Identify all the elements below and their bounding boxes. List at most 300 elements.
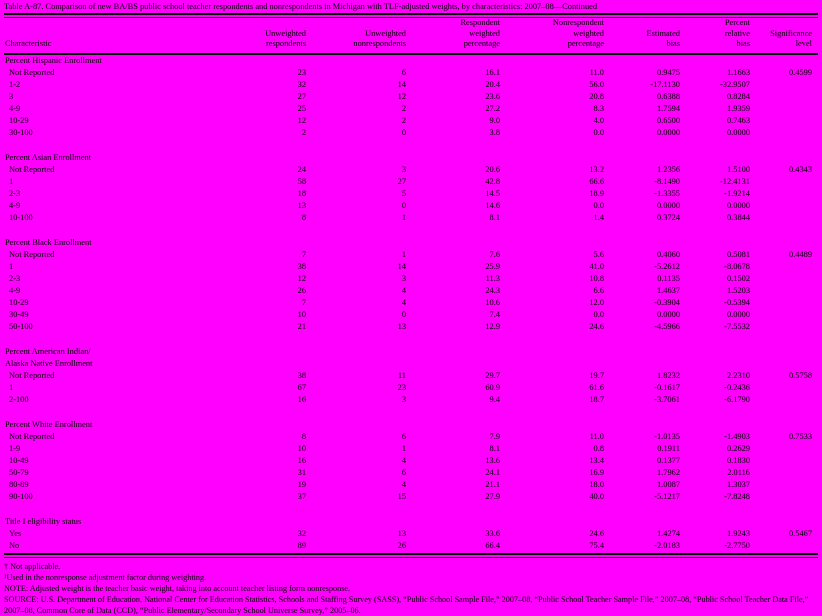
table-row xyxy=(4,491,818,503)
cell-respondent-weighted-percentage: 24.1 xyxy=(485,467,500,477)
col-header-line: Estimated xyxy=(646,28,680,38)
section-header-row xyxy=(4,516,818,528)
cell-respondent-weighted-percentage: 33.6 xyxy=(485,528,500,538)
cell-estimated-bias: 1.7962 xyxy=(656,467,680,477)
table-row xyxy=(4,212,818,224)
cell-nonrespondent-weighted-percentage: 6.6 xyxy=(593,285,604,295)
col-header-line: weighted xyxy=(573,28,604,38)
row-label: 30-49 xyxy=(9,309,29,319)
section-gap xyxy=(4,503,818,516)
cell-nonrespondent-weighted-percentage: 5.6 xyxy=(593,249,604,259)
cell-significance-level: 0.4343 xyxy=(788,164,812,174)
section-header-label: Percent American Indian/ xyxy=(5,346,91,356)
table-row xyxy=(4,540,818,552)
row-label: 1-2 xyxy=(9,79,21,89)
row-label: 10-100 xyxy=(9,212,33,222)
cell-unweighted-nonrespondents: 6 xyxy=(401,467,406,477)
cell-unweighted-respondents: 7 xyxy=(301,249,306,259)
cell-estimated-bias: 0.3724 xyxy=(656,212,680,222)
cell-respondent-weighted-percentage: 3.8 xyxy=(489,127,500,137)
cell-unweighted-respondents: 38 xyxy=(297,261,306,271)
cell-nonrespondent-weighted-percentage: 0.8 xyxy=(593,443,604,453)
cell-unweighted-nonrespondents: 0 xyxy=(401,309,406,319)
cell-estimated-bias: 0.6388 xyxy=(656,91,680,101)
cell-estimated-bias: 0.1377 xyxy=(656,455,680,465)
table-row xyxy=(4,285,818,297)
section-header-row xyxy=(4,237,818,249)
cell-unweighted-respondents: 25 xyxy=(297,103,306,113)
header-row-1 xyxy=(4,18,818,29)
cell-unweighted-nonrespondents: 1 xyxy=(401,212,406,222)
cell-nonrespondent-weighted-percentage: 1.4 xyxy=(593,212,604,222)
cell-percent-relative-bias: 0.0000 xyxy=(726,309,750,319)
cell-percent-relative-bias: -7.8248 xyxy=(724,491,750,501)
cell-unweighted-nonrespondents: 1 xyxy=(401,443,406,453)
col-header-line: Unweighted xyxy=(265,28,306,38)
col-header-line: percentage xyxy=(567,39,604,48)
table-row xyxy=(4,479,818,491)
cell-nonrespondent-weighted-percentage: 8.3 xyxy=(593,103,604,113)
cell-unweighted-nonrespondents: 15 xyxy=(397,491,406,501)
characteristic-column-header: Characteristic xyxy=(5,39,52,48)
cell-unweighted-nonrespondents: 13 xyxy=(397,321,406,331)
cell-unweighted-respondents: 67 xyxy=(297,382,306,392)
cell-nonrespondent-weighted-percentage: 4.0 xyxy=(593,115,604,125)
col-header-line: respondents xyxy=(265,39,306,48)
cell-respondent-weighted-percentage: 8.1 xyxy=(489,443,500,453)
cell-unweighted-respondents: 31 xyxy=(297,467,306,477)
cell-estimated-bias: 1.4637 xyxy=(656,285,680,295)
cell-respondent-weighted-percentage: 29.7 xyxy=(485,370,500,380)
cell-unweighted-nonrespondents: 11 xyxy=(397,370,406,380)
cell-unweighted-nonrespondents: 3 xyxy=(401,164,406,174)
cell-significance-level xyxy=(756,273,818,285)
cell-nonrespondent-weighted-percentage: 0.0 xyxy=(593,200,604,210)
col-header-line: Respondent xyxy=(460,18,500,27)
cell-unweighted-nonrespondents: 1 xyxy=(401,249,406,259)
cell-respondent-weighted-percentage: 20.6 xyxy=(485,164,500,174)
section-header-label: Percent Asian Enrollment xyxy=(5,152,92,162)
cell-percent-relative-bias: -12.4131 xyxy=(719,176,750,186)
col-header-line: Nonrespondent xyxy=(552,18,604,27)
col-header-line: nonrespondents xyxy=(353,39,406,48)
row-label: 2-3 xyxy=(9,188,21,198)
cell-significance-level xyxy=(756,176,818,188)
row-label: 50-100 xyxy=(9,321,33,331)
cell-estimated-bias: 0.4060 xyxy=(656,249,680,259)
cell-percent-relative-bias: 1.9359 xyxy=(726,103,750,113)
cell-nonrespondent-weighted-percentage: 16.9 xyxy=(589,467,604,477)
cell-significance-level xyxy=(756,540,818,552)
cell-percent-relative-bias: 0.1502 xyxy=(726,273,750,283)
cell-percent-relative-bias: 0.7463 xyxy=(726,115,750,125)
cell-respondent-weighted-percentage: 13.6 xyxy=(485,455,500,465)
section-header-row xyxy=(4,419,818,431)
cell-significance-level: 0.5467 xyxy=(788,528,812,538)
table-row xyxy=(4,528,818,540)
cell-unweighted-nonrespondents: 4 xyxy=(401,455,406,465)
table-title: Table A-87. Comparison of new BA/BS public school teacher respondents and nonrespondents in Michigan with TLF-adjusted weights, by characteristics: 2007–08—Continued xyxy=(4,2,598,11)
cell-nonrespondent-weighted-percentage: 61.6 xyxy=(589,382,604,392)
table-row xyxy=(4,176,818,188)
cell-nonrespondent-weighted-percentage: 24.6 xyxy=(589,528,604,538)
cell-respondent-weighted-percentage: 25.9 xyxy=(485,261,500,271)
cell-estimated-bias: -8.1490 xyxy=(654,176,680,186)
cell-estimated-bias: 1.4274 xyxy=(656,528,680,538)
cell-nonrespondent-weighted-percentage: 56.0 xyxy=(589,79,604,89)
cell-unweighted-nonrespondents: 12 xyxy=(397,91,406,101)
cell-nonrespondent-weighted-percentage: 12.0 xyxy=(589,297,604,307)
cell-unweighted-respondents: 19 xyxy=(297,479,306,489)
table-row xyxy=(4,455,818,467)
col-header-line: Significance xyxy=(770,28,812,38)
table-row xyxy=(4,321,818,333)
table-row xyxy=(4,297,818,309)
col-header-line: bias xyxy=(666,39,680,48)
cell-respondent-weighted-percentage: 66.4 xyxy=(485,540,500,550)
cell-estimated-bias: 0.1135 xyxy=(657,273,680,283)
cell-significance-level xyxy=(756,91,818,103)
cell-estimated-bias: -1.0135 xyxy=(654,431,680,441)
cell-unweighted-nonrespondents: 2 xyxy=(401,103,406,113)
cell-respondent-weighted-percentage: 23.6 xyxy=(485,91,500,101)
row-label: 80-89 xyxy=(9,479,29,489)
cell-percent-relative-bias: -6.1790 xyxy=(724,394,750,404)
table-row xyxy=(4,127,818,139)
cell-unweighted-nonrespondents: 3 xyxy=(401,273,406,283)
cell-unweighted-respondents: 16 xyxy=(297,394,306,404)
cell-estimated-bias: 1.2356 xyxy=(656,164,680,174)
cell-unweighted-respondents: 24 xyxy=(297,164,306,174)
cell-significance-level xyxy=(756,200,818,212)
row-label: 4-9 xyxy=(9,103,21,113)
table-header xyxy=(4,18,818,54)
row-label: 10-49 xyxy=(9,455,29,465)
cell-percent-relative-bias: 0.3844 xyxy=(726,212,750,222)
section-gap xyxy=(4,139,818,152)
cell-unweighted-nonrespondents: 27 xyxy=(397,176,406,186)
cell-percent-relative-bias: -1.9214 xyxy=(724,188,750,198)
cell-percent-relative-bias: 2.2310 xyxy=(726,370,750,380)
footnote-source: SOURCE: U.S. Department of Education, National Center for Education Statistics, Schools and Staffing Survey (SASS), “Public School Sample File,” 2007–08, “Public School Teacher Sample File,” 2007–08, “Public School Teacher Data File,” 2007–08, Common Core of Data (CCD), “Public Elementary/Secondary School Universe Survey,” 2005–06. xyxy=(4,594,809,615)
cell-percent-relative-bias: 0.0000 xyxy=(726,200,750,210)
cell-respondent-weighted-percentage: 10.6 xyxy=(485,297,500,307)
cell-unweighted-nonrespondents: 2 xyxy=(401,115,406,125)
cell-estimated-bias: -1.3355 xyxy=(654,188,680,198)
cell-unweighted-respondents: 18 xyxy=(297,188,306,198)
row-label: Not Reported xyxy=(9,370,55,380)
row-label: 10-29 xyxy=(9,297,29,307)
cell-estimated-bias: -5.2612 xyxy=(654,261,680,271)
cell-unweighted-nonrespondents: 13 xyxy=(397,528,406,538)
cell-estimated-bias: -2.0183 xyxy=(654,540,680,550)
col-header-line xyxy=(756,18,818,29)
table-row xyxy=(4,443,818,455)
cell-estimated-bias: 1.8232 xyxy=(656,370,680,380)
table-row xyxy=(4,79,818,91)
cell-significance-level xyxy=(756,188,818,200)
table-row xyxy=(4,91,818,103)
data-table xyxy=(4,18,818,552)
cell-percent-relative-bias: -7.5532 xyxy=(724,321,750,331)
cell-nonrespondent-weighted-percentage: 18.7 xyxy=(589,394,604,404)
cell-nonrespondent-weighted-percentage: 24.6 xyxy=(589,321,604,331)
cell-unweighted-nonrespondents: 0 xyxy=(401,127,406,137)
section-header-row xyxy=(4,54,818,67)
cell-unweighted-respondents: 8 xyxy=(301,431,306,441)
cell-significance-level xyxy=(756,285,818,297)
cell-respondent-weighted-percentage: 60.9 xyxy=(485,382,500,392)
table-row xyxy=(4,431,818,443)
cell-respondent-weighted-percentage: 12.9 xyxy=(485,321,500,331)
col-header-line xyxy=(240,18,312,29)
cell-respondent-weighted-percentage: 27.9 xyxy=(485,491,500,501)
cell-nonrespondent-weighted-percentage: 0.0 xyxy=(593,309,604,319)
table-row xyxy=(4,249,818,261)
cell-estimated-bias: 1.0087 xyxy=(656,479,680,489)
section-gap xyxy=(4,333,818,346)
table-row xyxy=(4,273,818,285)
col-header-line xyxy=(312,18,412,29)
cell-significance-level: 0.4599 xyxy=(788,67,812,77)
table-body xyxy=(4,54,818,552)
table-row xyxy=(4,200,818,212)
cell-unweighted-nonrespondents: 5 xyxy=(401,188,406,198)
cell-significance-level xyxy=(756,103,818,115)
cell-respondent-weighted-percentage: 24.3 xyxy=(485,285,500,295)
cell-respondent-weighted-percentage: 16.1 xyxy=(485,67,500,77)
cell-significance-level xyxy=(756,127,818,139)
table-row xyxy=(4,67,818,79)
cell-percent-relative-bias: 1.9243 xyxy=(726,528,750,538)
section-header-row xyxy=(4,346,818,358)
table-row xyxy=(4,394,818,406)
cell-nonrespondent-weighted-percentage: 66.6 xyxy=(589,176,604,186)
row-label: No xyxy=(9,540,20,550)
cell-percent-relative-bias: 1.1663 xyxy=(726,67,750,77)
cell-unweighted-nonrespondents: 0 xyxy=(401,200,406,210)
row-label: 1-9 xyxy=(9,443,21,453)
header-row-2 xyxy=(4,29,818,40)
cell-significance-level xyxy=(756,491,818,503)
cell-significance-level xyxy=(756,212,818,224)
row-label: 1 xyxy=(9,261,14,271)
cell-respondent-weighted-percentage: 7.4 xyxy=(489,309,500,319)
cell-unweighted-respondents: 13 xyxy=(297,200,306,210)
cell-significance-level xyxy=(756,394,818,406)
cell-estimated-bias: -0.3904 xyxy=(654,297,680,307)
cell-unweighted-respondents: 12 xyxy=(297,273,306,283)
section-header-row xyxy=(4,358,818,370)
row-label: 2-3 xyxy=(9,273,21,283)
table-row xyxy=(4,115,818,127)
section-header-label: Percent Black Enrollment xyxy=(5,237,92,247)
cell-respondent-weighted-percentage: 9.4 xyxy=(489,394,500,404)
cell-respondent-weighted-percentage: 7.6 xyxy=(489,249,500,259)
cell-nonrespondent-weighted-percentage: 40.0 xyxy=(589,491,604,501)
col-header-line: weighted xyxy=(469,28,500,38)
cell-unweighted-respondents: 32 xyxy=(297,79,306,89)
cell-significance-level: 0.4489 xyxy=(788,249,812,259)
cell-significance-level: 0.5758 xyxy=(788,370,812,380)
row-label: 50-79 xyxy=(9,467,29,477)
cell-significance-level xyxy=(756,297,818,309)
cell-percent-relative-bias: 0.2629 xyxy=(726,443,750,453)
cell-significance-level xyxy=(756,309,818,321)
cell-percent-relative-bias: -2.7750 xyxy=(724,540,750,550)
cell-estimated-bias: -17.1130 xyxy=(650,79,680,89)
section-gap xyxy=(4,224,818,237)
cell-percent-relative-bias: 0.1830 xyxy=(726,455,750,465)
cell-unweighted-nonrespondents: 6 xyxy=(401,431,406,441)
cell-unweighted-respondents: 16 xyxy=(297,455,306,465)
cell-nonrespondent-weighted-percentage: 13.2 xyxy=(589,164,604,174)
col-header-line: Unweighted xyxy=(365,28,406,38)
cell-estimated-bias: 0.1911 xyxy=(657,443,680,453)
row-label: 30-100 xyxy=(9,127,33,137)
cell-unweighted-respondents: 58 xyxy=(297,176,306,186)
row-label: Not Reported xyxy=(9,249,55,259)
cell-respondent-weighted-percentage: 14.6 xyxy=(485,200,500,210)
cell-percent-relative-bias: -1.4903 xyxy=(724,431,750,441)
cell-nonrespondent-weighted-percentage: 11.0 xyxy=(589,67,604,77)
cell-percent-relative-bias: 0.5081 xyxy=(726,249,750,259)
cell-unweighted-nonrespondents: 3 xyxy=(401,394,406,404)
cell-unweighted-respondents: 27 xyxy=(297,91,306,101)
row-label: 1 xyxy=(9,382,14,392)
col-header-line: level xyxy=(795,39,812,48)
cell-respondent-weighted-percentage: 8.1 xyxy=(489,212,500,222)
cell-nonrespondent-weighted-percentage: 19.7 xyxy=(589,370,604,380)
cell-nonrespondent-weighted-percentage: 18.9 xyxy=(589,188,604,198)
row-label: 4-9 xyxy=(9,285,21,295)
cell-percent-relative-bias: 2.0116 xyxy=(727,467,750,477)
cell-percent-relative-bias: 1.5100 xyxy=(726,164,750,174)
table-row xyxy=(4,382,818,394)
cell-significance-level xyxy=(756,455,818,467)
row-label: 2-100 xyxy=(9,394,29,404)
cell-respondent-weighted-percentage: 9.0 xyxy=(489,115,500,125)
header-row-3 xyxy=(4,39,818,54)
cell-percent-relative-bias: -32.9507 xyxy=(719,79,750,89)
cell-nonrespondent-weighted-percentage: 10.8 xyxy=(589,273,604,283)
table-row xyxy=(4,309,818,321)
row-label: 10-29 xyxy=(9,115,29,125)
cell-respondent-weighted-percentage: 20.4 xyxy=(485,79,500,89)
row-label: 4-9 xyxy=(9,200,21,210)
cell-respondent-weighted-percentage: 7.9 xyxy=(489,431,500,441)
col-header-line xyxy=(610,18,686,29)
footnote-1: ¹Used in the nonresponse adjustment factor during weighting. xyxy=(4,572,207,582)
cell-unweighted-respondents: 2 xyxy=(301,127,306,137)
section-header-label: Percent Hispanic Enrollment xyxy=(5,55,102,65)
cell-estimated-bias: -3.7061 xyxy=(654,394,680,404)
cell-nonrespondent-weighted-percentage: 13.4 xyxy=(589,455,604,465)
section-header-row xyxy=(4,152,818,164)
cell-estimated-bias: 0.0000 xyxy=(656,127,680,137)
cell-significance-level xyxy=(756,79,818,91)
cell-significance-level xyxy=(756,115,818,127)
row-label: Not Reported xyxy=(9,164,55,174)
col-header-line: percentage xyxy=(463,39,500,48)
row-label: 3 xyxy=(9,91,14,101)
cell-respondent-weighted-percentage: 14.5 xyxy=(485,188,500,198)
row-label: Not Reported xyxy=(9,67,55,77)
col-header-line: Percent xyxy=(724,18,750,27)
footnote-note: NOTE: Adjusted weight is the teacher basic weight, taking into account teacher listing form nonresponse. xyxy=(4,583,351,593)
cell-unweighted-respondents: 23 xyxy=(297,67,306,77)
table-row xyxy=(4,370,818,382)
table-row xyxy=(4,467,818,479)
cell-significance-level xyxy=(756,382,818,394)
cell-significance-level xyxy=(756,479,818,491)
cell-significance-level xyxy=(756,467,818,479)
cell-unweighted-nonrespondents: 4 xyxy=(401,479,406,489)
cell-unweighted-nonrespondents: 14 xyxy=(397,79,406,89)
table-row xyxy=(4,261,818,273)
cell-unweighted-respondents: 32 xyxy=(297,528,306,538)
cell-nonrespondent-weighted-percentage: 11.0 xyxy=(589,431,604,441)
col-header-line: relative xyxy=(724,28,750,38)
cell-estimated-bias: 1.7594 xyxy=(656,103,680,113)
cell-respondent-weighted-percentage: 42.8 xyxy=(485,176,500,186)
cell-unweighted-nonrespondents: 6 xyxy=(401,67,406,77)
cell-unweighted-nonrespondents: 23 xyxy=(397,382,406,392)
cell-respondent-weighted-percentage: 11.3 xyxy=(485,273,500,283)
cell-estimated-bias: -5.1217 xyxy=(654,491,680,501)
cell-nonrespondent-weighted-percentage: 41.0 xyxy=(589,261,604,271)
cell-unweighted-respondents: 26 xyxy=(297,285,306,295)
footnotes xyxy=(4,561,818,616)
cell-significance-level xyxy=(756,443,818,455)
section-gap xyxy=(4,406,818,419)
section-header-label: Title I eligibility status xyxy=(5,516,82,526)
cell-respondent-weighted-percentage: 27.2 xyxy=(485,103,500,113)
cell-unweighted-respondents: 37 xyxy=(297,491,306,501)
cell-estimated-bias: -0.1617 xyxy=(654,382,680,392)
cell-respondent-weighted-percentage: 21.1 xyxy=(485,479,500,489)
cell-unweighted-respondents: 89 xyxy=(297,540,306,550)
table-row xyxy=(4,103,818,115)
cell-percent-relative-bias: -0.5394 xyxy=(724,297,750,307)
cell-unweighted-respondents: 7 xyxy=(301,297,306,307)
cell-unweighted-nonrespondents: 26 xyxy=(397,540,406,550)
section-header-label: Percent White Enrollment xyxy=(5,419,93,429)
cell-percent-relative-bias: 1.3037 xyxy=(726,479,750,489)
cell-unweighted-nonrespondents: 14 xyxy=(397,261,406,271)
cell-estimated-bias: 0.9475 xyxy=(656,67,680,77)
footer-rule xyxy=(4,553,818,558)
cell-significance-level xyxy=(756,261,818,273)
cell-estimated-bias: 0.0000 xyxy=(656,309,680,319)
cell-significance-level: 0.7533 xyxy=(788,431,812,441)
row-label: 90-100 xyxy=(9,491,33,501)
cell-unweighted-respondents: 21 xyxy=(297,321,306,331)
cell-percent-relative-bias: 1.5203 xyxy=(726,285,750,295)
table-row xyxy=(4,164,818,176)
cell-percent-relative-bias: -8.0678 xyxy=(724,261,750,271)
table-row xyxy=(4,188,818,200)
cell-unweighted-respondents: 8 xyxy=(301,212,306,222)
col-header-line: bias xyxy=(736,39,750,48)
cell-percent-relative-bias: 0.0000 xyxy=(726,127,750,137)
footnote-not-applicable: † Not applicable. xyxy=(4,561,61,571)
cell-unweighted-respondents: 10 xyxy=(297,443,306,453)
row-label: 1 xyxy=(9,176,14,186)
cell-estimated-bias: 0.0000 xyxy=(656,200,680,210)
cell-percent-relative-bias: -0.2436 xyxy=(724,382,750,392)
row-label: Yes xyxy=(9,528,22,538)
